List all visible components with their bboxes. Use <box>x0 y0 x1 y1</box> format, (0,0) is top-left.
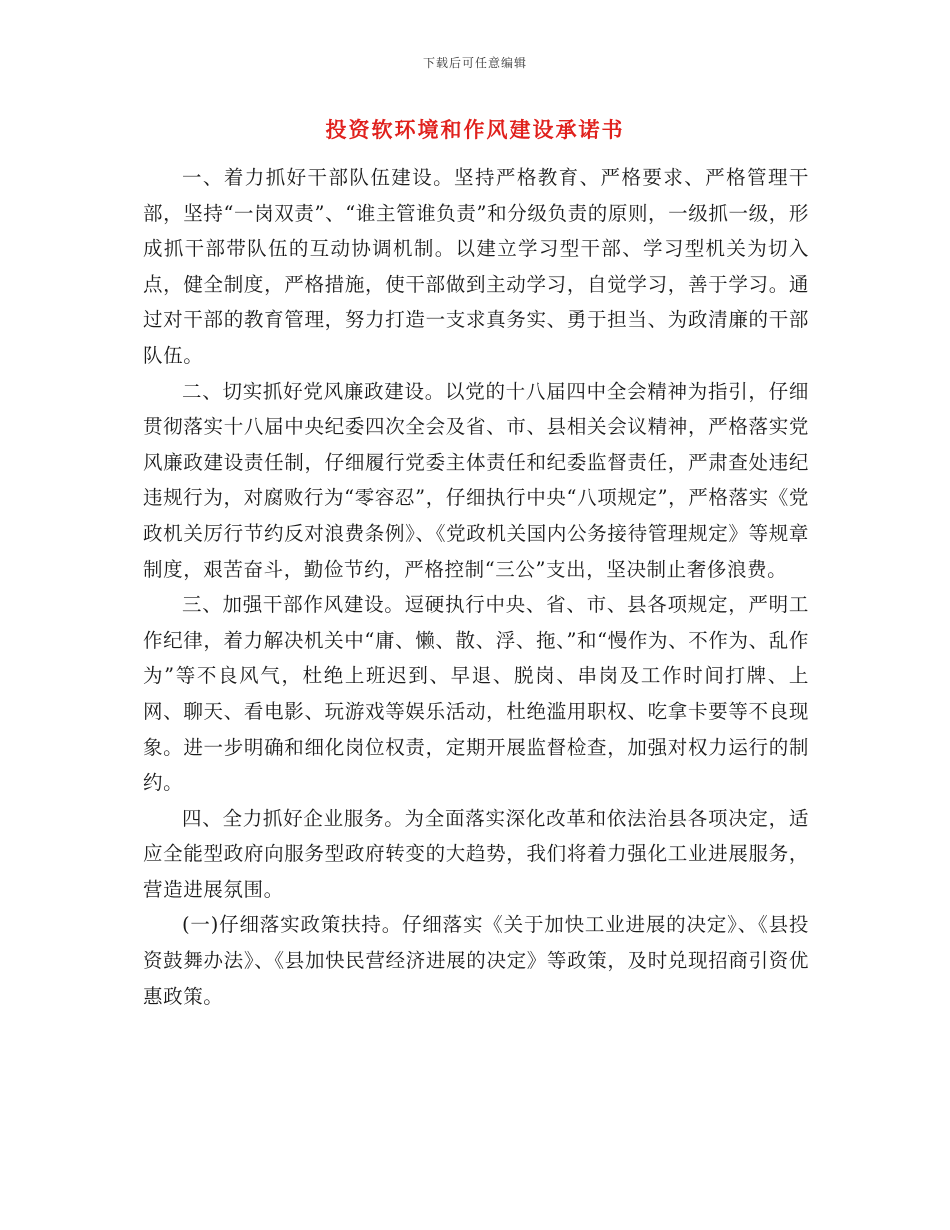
document-body <box>143 160 809 1014</box>
paragraph-3: 三、加强干部作风建设。逗硬执行中央、省、市、县各项规定，严明工作纪律，着力解决机关中“庸、懒、散、浮、拖、”和“慢作为、不作为、乱作为”等不良风气，杜绝上班迟到、早退、脱岗、串岗及工作时间打牌、上网、聊天、看电影、玩游戏等娱乐活动，杜绝滥用职权、吃拿卡要等不良现象。进一步明确和细化岗位权责，定期开展监督检查，加强对权力运行的制约。 <box>143 593 809 795</box>
document-title: 投资软环境和作风建设承诺书 <box>325 117 625 142</box>
page-header-note: 下载后可任意编辑 <box>422 56 527 70</box>
paragraph-5: (一)仔细落实政策扶持。仔细落实《关于加快工业进展的决定》、《县投资鼓舞办法》、《县加快民营经济进展的决定》等政策，及时兑现招商引资优惠政策。 <box>143 913 809 1008</box>
paragraph-2: 二、切实抓好党风廉政建设。以党的十八届四中全会精神为指引，仔细贯彻落实十八届中央纪委四次全会及省、市、县相关会议精神，严格落实党风廉政建设责任制，仔细履行党委主体责任和纪委监督责任，严肃查处违纪违规行为，对腐败行为“零容忍”，仔细执行中央“八项规定”，严格落实《党政机关厉行节约反对浪费条例》、《党政机关国内公务接待管理规定》等规章制度，艰苦奋斗，勤俭节约，严格控制“三公”支出，坚决制止奢侈浪费。 <box>143 379 809 581</box>
paragraph-1: 一、着力抓好干部队伍建设。坚持严格教育、严格要求、严格管理干部，坚持“一岗双责”、“谁主管谁负责”和分级负责的原则，一级抓一级，形成抓干部带队伍的互动协调机制。以建立学习型干部、学习型机关为切入点，健全制度，严格措施，使干部做到主动学习，自觉学习，善于学习。通过对干部的教育管理，努力打造一支求真务实、勇于担当、为政清廉的干部队伍。 <box>143 166 809 367</box>
paragraph-4: 四、全力抓好企业服务。为全面落实深化改革和依法治县各项决定，适应全能型政府向服务型政府转变的大趋势，我们将着力强化工业进展服务，营造进展氛围。 <box>143 806 809 901</box>
